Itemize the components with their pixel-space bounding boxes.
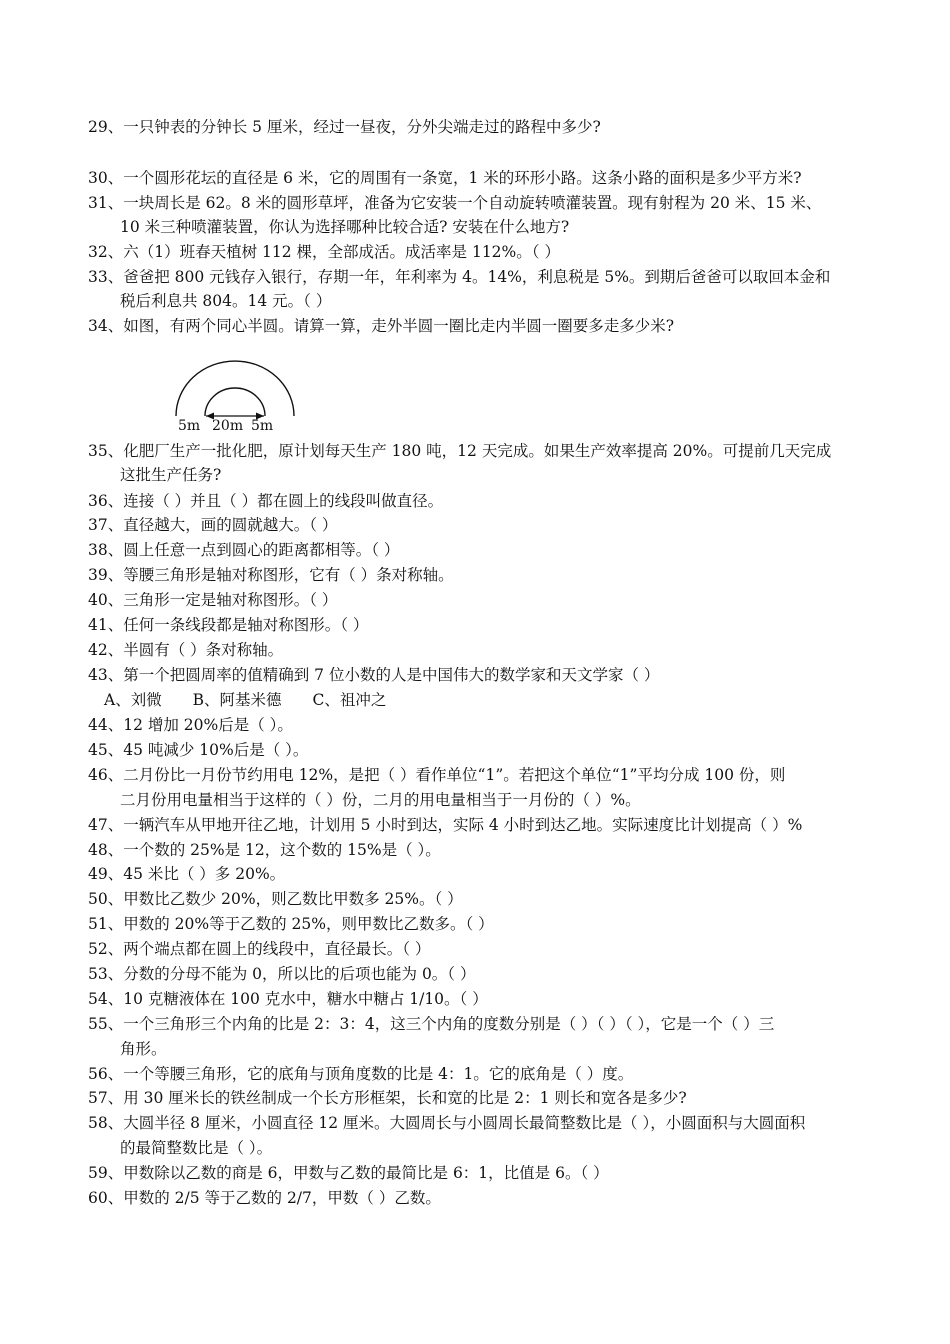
question-55: 55、一个三角形三个内角的比是 2：3：4，这三个内角的度数分别是（ ）（ ）（ ），它是一个（ ）三 (88, 1015, 775, 1033)
question-36: 36、连接（ ）并且（ ）都在圆上的线段叫做直径。 (88, 492, 444, 510)
question-34: 34、如图，有两个同心半圆。请算一算，走外半圆一圈比走内半圆一圈要多走多少米? (88, 317, 675, 335)
question-43: 43、第一个把圆周率的值精确到 7 位小数的人是中国伟大的数学家和天文学家（ ） (88, 666, 660, 684)
question-40: 40、三角形一定是轴对称图形。（ ） (88, 591, 338, 609)
question-53: 53、分数的分母不能为 0，所以比的后项也能为 0。（ ） (88, 965, 476, 983)
question-51: 51、甲数的 20%等于乙数的 25%，则甲数比乙数多。（ ） (88, 915, 494, 933)
question-52: 52、两个端点都在圆上的线段中，直径最长。（ ） (88, 940, 431, 958)
question-37: 37、直径越大，画的圆就越大。（ ） (88, 516, 338, 534)
question-59: 59、甲数除以乙数的商是 6，甲数与乙数的最简比是 6：1，比值是 6。（ ） (88, 1164, 609, 1182)
question-39: 39、等腰三角形是轴对称图形，它有（ ）条对称轴。 (88, 566, 454, 584)
question-31-continued: 10 米三种喷灌装置，你认为选择哪种比较合适? 安装在什么地方? (120, 218, 570, 236)
question-48: 48、一个数的 25%是 12，这个数的 15%是（ ）。 (88, 841, 441, 859)
inner-semicircle (205, 388, 265, 416)
question-58: 58、大圆半径 8 厘米，小圆直径 12 厘米。大圆周长与小圆周长最简整数比是（ ），小圆面积与大圆面积 (88, 1114, 806, 1132)
question-43-options (104, 690, 412, 710)
figure-label-left: 5m (178, 418, 201, 434)
question-58-continued: 的最简整数比是（ ）。 (120, 1139, 273, 1157)
question-38: 38、圆上任意一点到圆心的距离都相等。（ ） (88, 541, 400, 559)
question-42: 42、半圆有（ ）条对称轴。 (88, 641, 284, 659)
question-50: 50、甲数比乙数少 20%，则乙数比甲数多 25%。（ ） (88, 890, 463, 908)
option-b: B、阿基米德 (192, 691, 282, 709)
question-45: 45、45 吨减少 10%后是（ ）。 (88, 741, 309, 759)
question-56: 56、一个等腰三角形，它的底角与顶角度数的比是 4：1。它的底角是（ ）度。 (88, 1065, 634, 1083)
question-35: 35、化肥厂生产一批化肥，原计划每天生产 180 吨，12 天完成。如果生产效率提高 20%。可提前几天完成 (88, 442, 832, 460)
figure-label-right: 5m (251, 418, 274, 434)
question-41: 41、任何一条线段都是轴对称图形。（ ） (88, 616, 369, 634)
question-31: 31、一块周长是 62。8 米的圆形草坪，准备为它安装一个自动旋转喷灌装置。现有射程为 20 米、15 米、 (88, 194, 822, 212)
question-33: 33、爸爸把 800 元钱存入银行，存期一年，年利率为 4。14%，利息税是 5%。到期后爸爸可以取回本金和 (88, 268, 831, 286)
option-c: C、祖冲之 (312, 691, 387, 709)
option-a: A、刘微 (104, 691, 162, 709)
question-57: 57、用 30 厘米长的铁丝制成一个长方形框架，长和宽的比是 2：1 则长和宽各是多少? (88, 1089, 687, 1107)
question-30: 30、一个圆形花坛的直径是 6 米，它的周围有一条宽，1 米的环形小路。这条小路的面积是多少平方米? (88, 169, 802, 187)
question-55-continued: 角形。 (120, 1040, 167, 1058)
question-60: 60、甲数的 2/5 等于乙数的 2/7，甲数（ ）乙数。 (88, 1189, 441, 1207)
figure-label-middle: 20m (212, 418, 244, 434)
question-49: 49、45 米比（ ）多 20%。 (88, 865, 286, 883)
question-46-continued: 二月份用电量相当于这样的（ ）份，二月的用电量相当于一月份的（ ）%。 (120, 791, 641, 809)
question-35-continued: 这批生产任务? (120, 466, 222, 484)
question-47: 47、一辆汽车从甲地开往乙地，计划用 5 小时到达，实际 4 小时到达乙地。实际速度比计划提高（ ）% (88, 816, 803, 834)
question-44: 44、12 增加 20%后是（ ）。 (88, 716, 293, 734)
question-32: 32、六（1）班春天植树 112 棵，全部成活。成活率是 112%。（ ） (88, 243, 560, 261)
question-29: 29、一只钟表的分钟长 5 厘米，经过一昼夜，分外尖端走过的路程中多少? (88, 118, 601, 136)
question-46: 46、二月份比一月份节约用电 12%，是把（ ）看作单位“1”。若把这个单位“1”平均分成 100 份，则 (88, 766, 786, 784)
question-33-continued: 税后利息共 804。14 元。（ ） (120, 292, 332, 310)
question-54: 54、10 克糖液体在 100 克水中，糖水中糖占 1/10。（ ） (88, 990, 488, 1008)
